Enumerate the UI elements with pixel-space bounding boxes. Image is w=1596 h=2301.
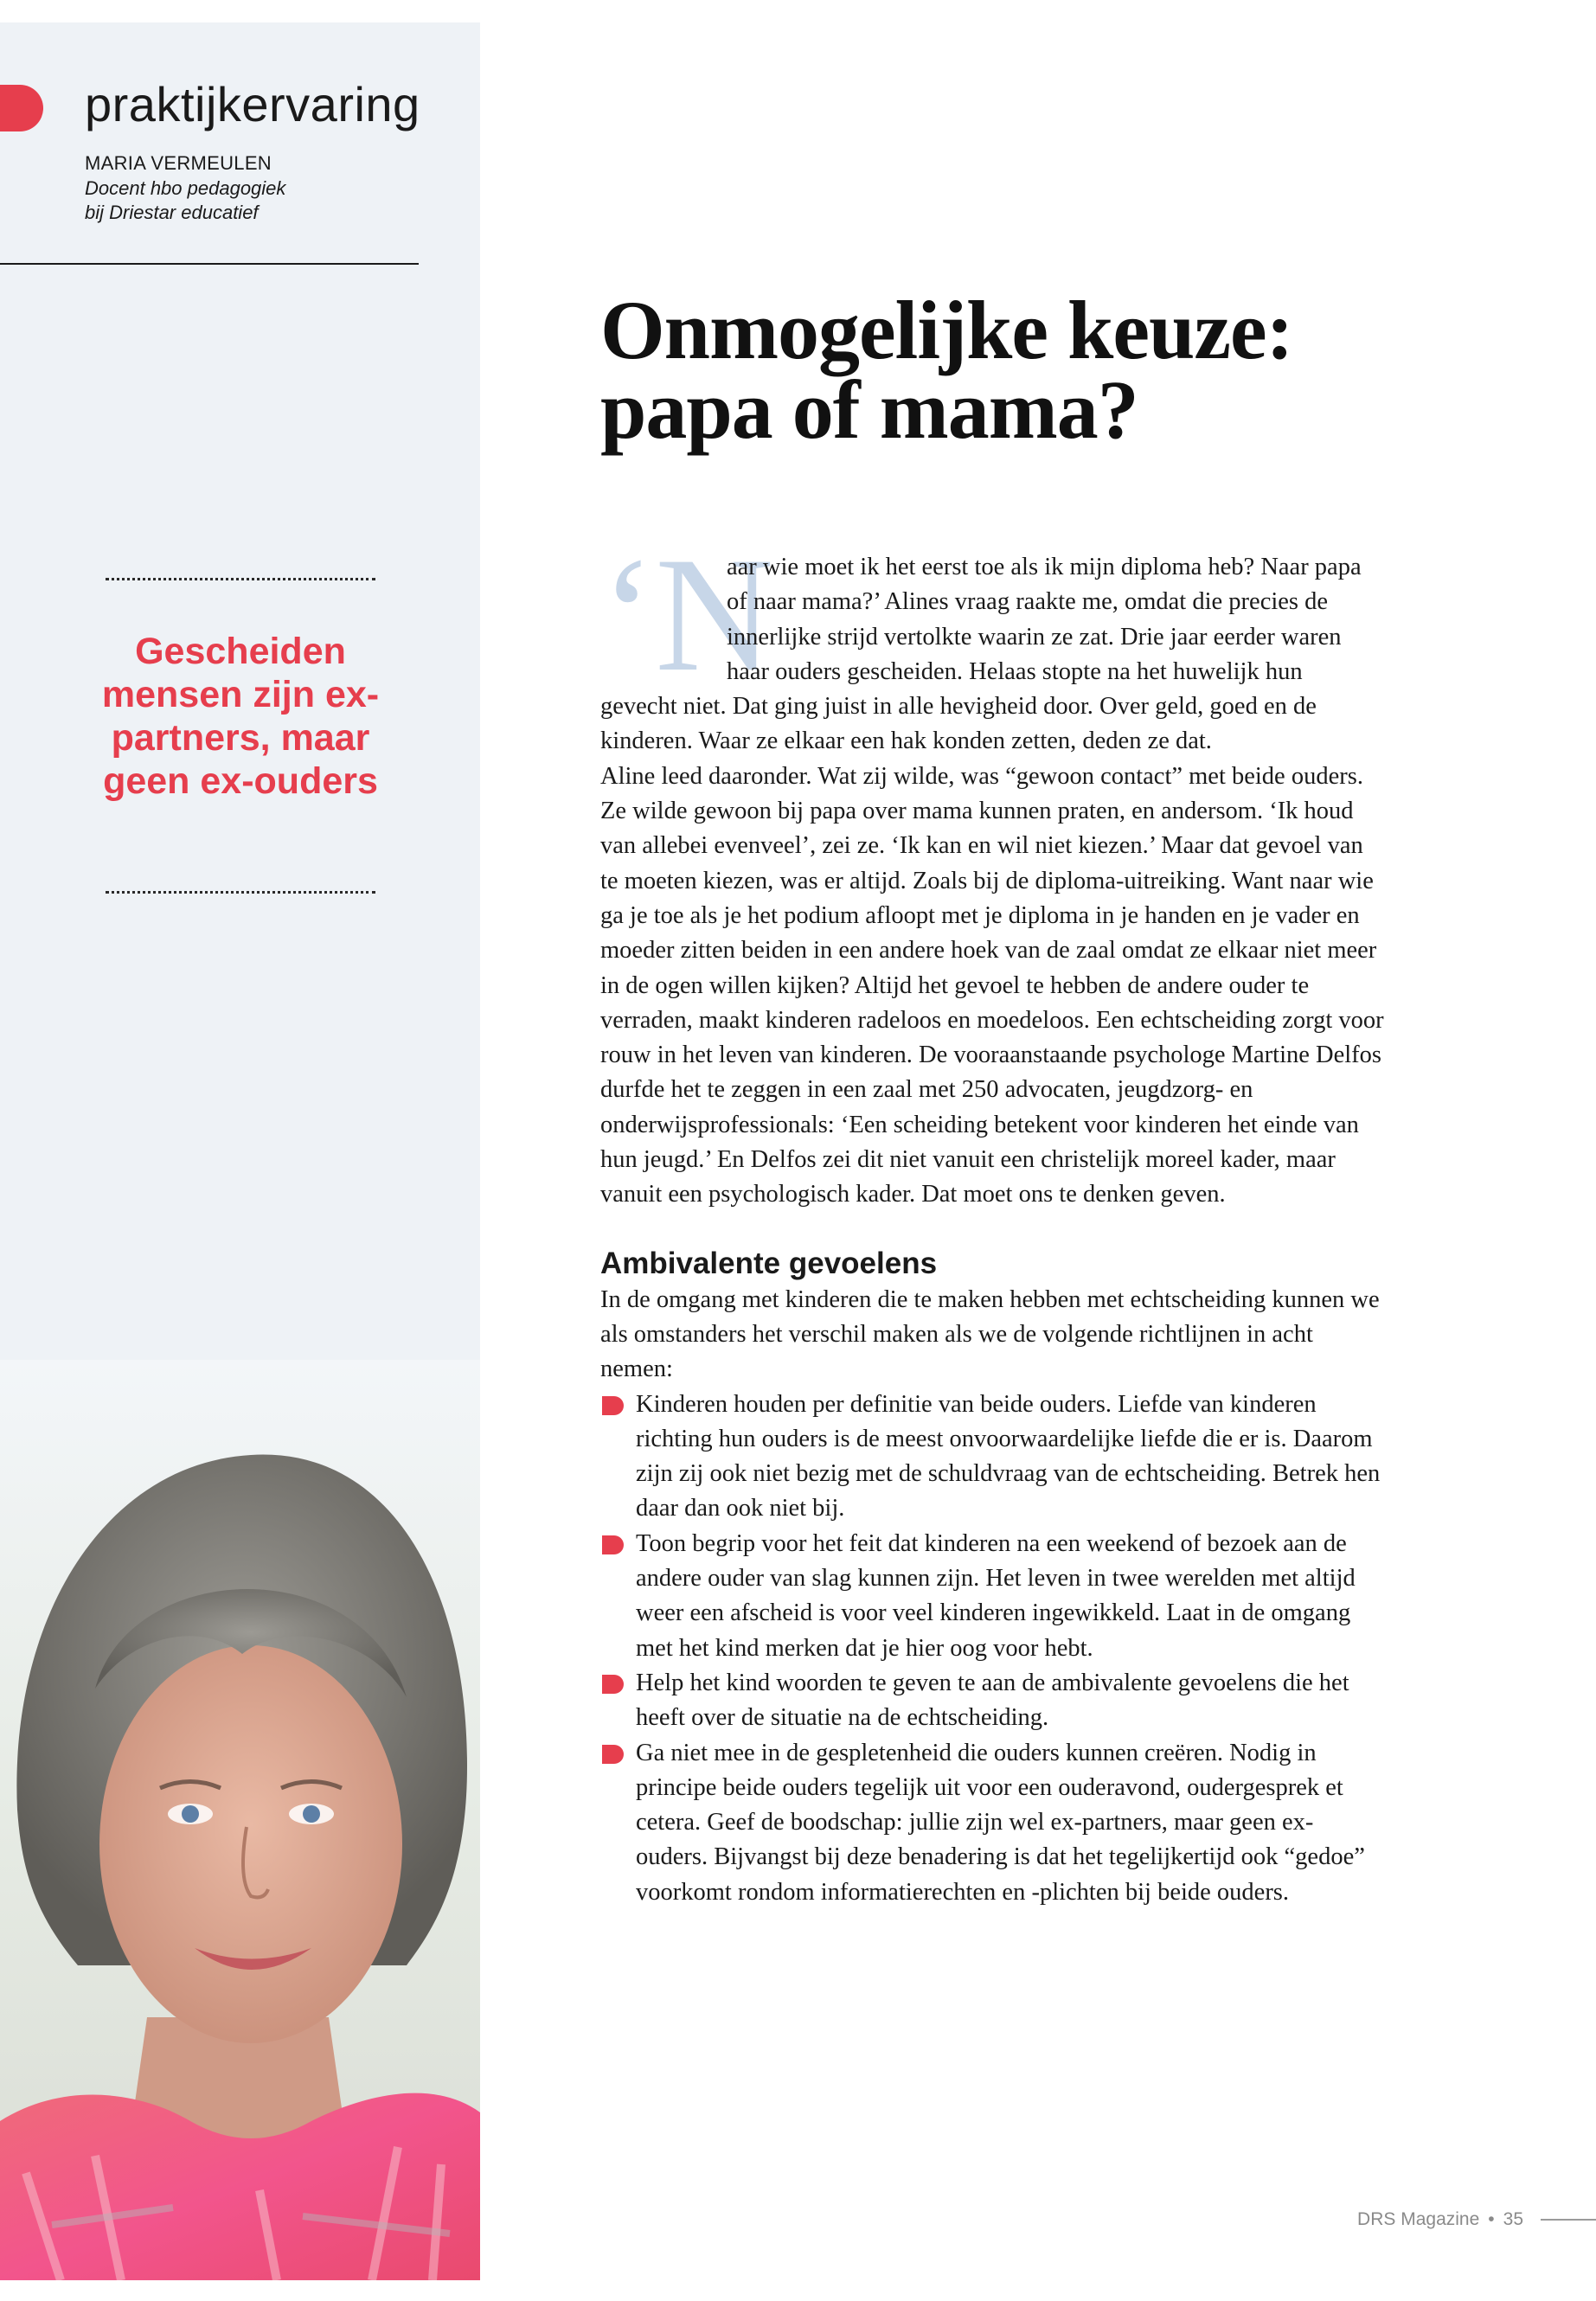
list-item xyxy=(600,1527,1384,1666)
bullet-icon xyxy=(602,1396,625,1415)
list-item xyxy=(600,1388,1384,1527)
bullet-icon xyxy=(602,1535,625,1554)
author-divider xyxy=(0,263,419,265)
bullet-icon xyxy=(602,1675,625,1694)
page-footer xyxy=(1357,2202,1596,2237)
pull-quote: Gescheiden mensen zijn ex-partners, maar geen ex-ouders xyxy=(101,631,380,802)
list-item-text: Help het kind woorden te geven te aan de ambivalente gevoelens die het heeft over de situatie na de echtscheiding. xyxy=(636,1669,1349,1732)
pull-quote-bottom-divider xyxy=(106,891,375,894)
footer-separator: • xyxy=(1488,2209,1495,2229)
section-subheading: Ambivalente gevoelens xyxy=(600,1246,938,1280)
intro-paragraph xyxy=(600,524,1384,760)
guideline-list xyxy=(600,1388,1384,1910)
list-item-text: Toon begrip voor het feit dat kinderen na een weekend of bezoek aan de andere ouder van slag kunnen zijn. Het leven in twee werelden met altijd weer een afscheid is voor veel kinderen ingewikkeld. Laat in de omgang met het kind merken dat je hier oog voor hebt. xyxy=(636,1529,1356,1662)
dropcap: ‘N xyxy=(600,524,774,706)
author-role-line: bij Driestar educatief xyxy=(85,202,259,223)
author-portrait xyxy=(0,1360,480,2280)
pull-quote-top-divider xyxy=(106,578,375,580)
list-item-text: Ga niet mee in de gespletenheid die ouders kunnen creëren. Nodig in principe beide ouders tegelijk uit voor een ouderavond, oudergesprek et cetera. Geef de boodschap: jullie zijn wel ex-partners, maar geen ex-ouders. Bijvangst bij deze benadering is dat het tegelijkertijd ook “gedoe” voorkomt rondom informatierechten en -plichten bij beide ouders. xyxy=(636,1739,1365,1906)
list-item xyxy=(600,1736,1384,1910)
author-name: MARIA VERMEULEN xyxy=(85,152,272,174)
page-number: 35 xyxy=(1503,2209,1523,2229)
list-item-text: Kinderen houden per definitie van beide ouders. Liefde van kinderen richting hun ouders is de meest onvoorwaardelijke liefde die er is. Daarom zijn zij ook niet bezig met de schuldvraag van de echtscheiding. Betrek hen daar dan ook niet bij. xyxy=(636,1390,1381,1522)
magazine-name: DRS Magazine xyxy=(1357,2209,1480,2229)
author-role-line: Docent hbo pedagogiek xyxy=(85,177,286,199)
article-title: Onmogelijke keuze: papa of mama? xyxy=(600,284,1293,456)
footer-rule xyxy=(1541,2219,1596,2221)
section-label: praktijkervaring xyxy=(85,77,420,131)
list-item xyxy=(600,1666,1384,1736)
body-paragraph: In de omgang met kinderen die te maken hebben met echtscheiding kunnen we als omstanders het verschil maken als we de volgende richtlijnen in acht nemen: xyxy=(600,1285,1380,1383)
bullet-icon xyxy=(602,1745,625,1764)
article-body xyxy=(600,524,1384,1910)
body-paragraph: Aline leed daaronder. Wat zij wilde, was “gewoon contact” met beide ouders. Ze wilde gewoon bij papa over mama kunnen praten, en andersom. ‘Ik houd van allebei evenveel’, zei ze. ‘Ik kan en wil niet kiezen.’ Maar dat gevoel van te moeten kiezen, was er altijd. Zoals bij de diploma-uitreiking. Want naar wie ga je toe als je het podium afloopt met je diploma in je handen en je vader en moeder zitten beiden in een andere hoek van de zaal omdat ze elkaar niet meer in de ogen willen kijken? Altijd het gevoel te hebben de andere ouder te verraden, maakt kinderen radeloos en moedeloos. Een echtscheiding zorgt voor rouw in het leven van kinderen. De vooraanstaande psychologe Martine Delfos durfde het te zeggen in een zaal met 250 advocaten, jeugdzorg- en onderwijsprofessionals: ‘Een scheiding betekent voor kinderen het einde van hun jeugd.’ En Delfos zei dit niet vanuit een christelijk moreel kader, maar vanuit een psychologisch kader. Dat moet ons te denken geven. xyxy=(600,762,1384,1208)
intro-text: aar wie moet ik het eerst toe als ik mijn diploma heb? Naar papa of naar mama?’ Alines vraag raakte me, omdat die precies de innerlijke strijd vertolkte waarin ze zat. Drie jaar eerder waren haar ouders gescheiden. Helaas stopte na het huwelijk hun gevecht niet. Dat ging juist in alle hevigheid door. Over geld, goed en de kinderen. Waar ze elkaar een hak konden zetten, deden ze dat. xyxy=(600,554,1362,755)
author-role xyxy=(85,176,413,225)
